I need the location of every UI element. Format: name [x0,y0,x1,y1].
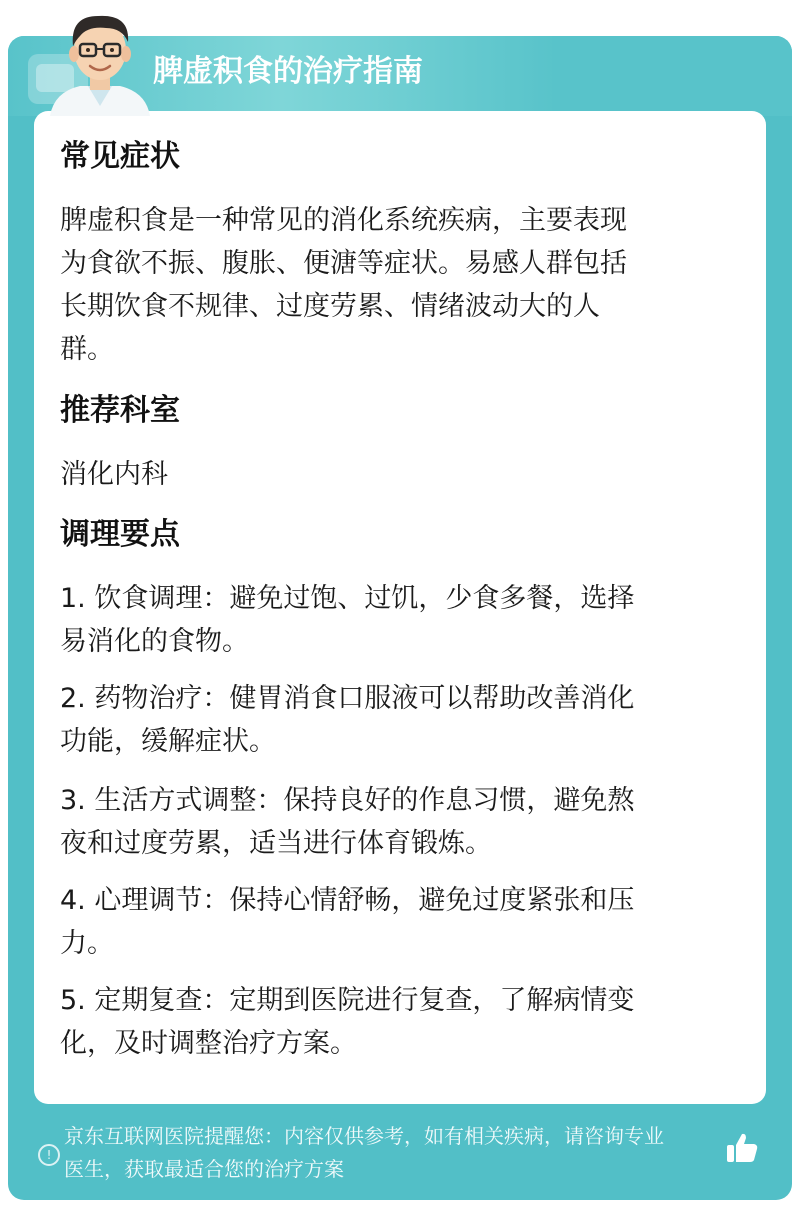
symptoms-text [60,199,730,371]
disclaimer-line: 医生，获取最适合您的治疗方案 [64,1157,344,1181]
thumbs-up-icon[interactable] [724,1130,760,1166]
care-item [60,979,730,1065]
symptoms-line: 群。 [60,334,114,365]
section-heading-department: 推荐科室 [60,393,180,428]
doctor-avatar [40,6,160,116]
section-heading-care: 调理要点 [60,517,180,552]
care-item-line: 化，及时调整治疗方案。 [60,1028,357,1059]
care-item-line: 力。 [60,928,114,959]
symptoms-line: 脾虚积食是一种常见的消化系统疾病，主要表现 [60,205,627,236]
care-item [60,879,730,965]
care-item [60,677,730,763]
page-title: 脾虚积食的治疗指南 [153,54,423,89]
care-item-line: 5. 定期复查：定期到医院进行复查，了解病情变 [60,985,635,1016]
disclaimer-text [64,1120,724,1186]
care-item-line: 功能，缓解症状。 [60,726,276,757]
care-item-line: 4. 心理调节：保持心情舒畅，避免过度紧张和压 [60,885,635,916]
care-item-line: 3. 生活方式调整：保持良好的作息习惯，避免熬 [60,785,635,816]
section-heading-symptoms: 常见症状 [60,139,180,174]
symptoms-line: 长期饮食不规律、过度劳累、情绪波动大的人 [60,291,600,322]
department-value: 消化内科 [60,459,168,490]
disclaimer-line: 京东互联网医院提醒您：内容仅供参考，如有相关疾病，请咨询专业 [64,1124,664,1148]
care-item-line: 夜和过度劳累，适当进行体育锻炼。 [60,828,492,859]
care-item-line: 1. 饮食调理：避免过饱、过饥，少食多餐，选择 [60,583,635,614]
care-item [60,577,730,663]
care-item-line: 2. 药物治疗：健胃消食口服液可以帮助改善消化 [60,683,635,714]
info-icon: ! [38,1144,60,1166]
care-item-line: 易消化的食物。 [60,626,249,657]
symptoms-line: 为食欲不振、腹胀、便溏等症状。易感人群包括 [60,248,627,279]
care-item [60,779,730,865]
content-panel [34,111,766,1104]
